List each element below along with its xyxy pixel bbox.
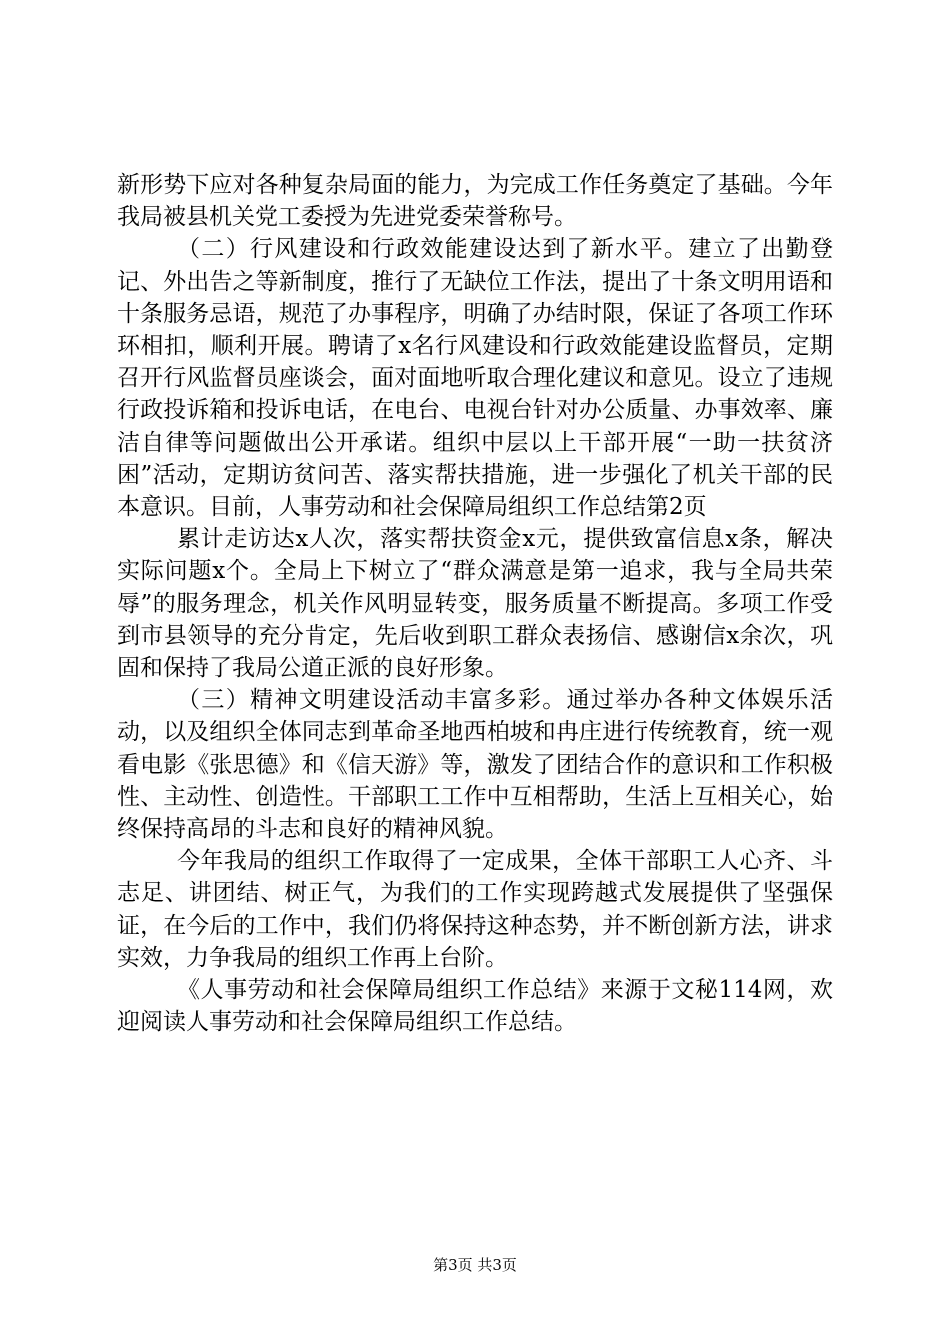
paragraph-5: 今年我局的组织工作取得了一定成果，全体干部职工人心齐、斗志足、讲团结、树正气，为我们的工作实现跨越式发展提供了坚强保证，在今后的工作中，我们仍将保持这种态势，并不断创新方法，讲求实效，力争我局的组织工作再上台阶。 (117, 848, 833, 971)
page-footer: 第3页 共3页 (433, 1256, 517, 1274)
paragraph-2: （二）行风建设和行政效能建设达到了新水平。建立了出勤登记、外出告之等新制度，推行了无缺位工作法，提出了十条文明用语和十条服务忌语，规范了办事程序，明确了办结时限，保证了各项工作环环相扣，顺利开展。聘请了x名行风建设和行政效能建设监督员，定期召开行风监督员座谈会，面对面地听取合理化建议和意见。设立了违规行政投诉箱和投诉电话，在电台、电视台针对办公质量、办事效率、廉洁自律等问题做出公开承诺。组织中层以上干部开展“一助一扶贫济困”活动，定期访贫问苦、落实帮扶措施，进一步强化了机关干部的民本意识。目前，人事劳动和社会保障局组织工作总结第2页 (117, 236, 833, 521)
paragraph-1: 新形势下应对各种复杂局面的能力，为完成工作任务奠定了基础。今年我局被县机关党工委授为先进党委荣誉称号。 (117, 172, 833, 231)
document-body (117, 169, 833, 1038)
paragraph-3: 累计走访达x人次，落实帮扶资金x元，提供致富信息x条，解决实际问题x个。全局上下树立了“群众满意是第一追求，我与全局共荣辱”的服务理念，机关作风明显转变，服务质量不断提高。多项工作受到市县领导的充分肯定，先后收到职工群众表扬信、感谢信x余次，巩固和保持了我局公道正派的良好形象。 (117, 526, 833, 682)
paragraph-4: （三）精神文明建设活动丰富多彩。通过举办各种文体娱乐活动，以及组织全体同志到革命圣地西柏坡和冉庄进行传统教育，统一观看电影《张思德》和《信天游》等，激发了团结合作的意识和工作积极性、主动性、创造性。干部职工工作中互相帮助，生活上互相关心，始终保持高昂的斗志和良好的精神风貌。 (117, 687, 833, 843)
paragraph-6: 《人事劳动和社会保障局组织工作总结》来源于文秘114网，欢迎阅读人事劳动和社会保障局组织工作总结。 (117, 977, 833, 1036)
